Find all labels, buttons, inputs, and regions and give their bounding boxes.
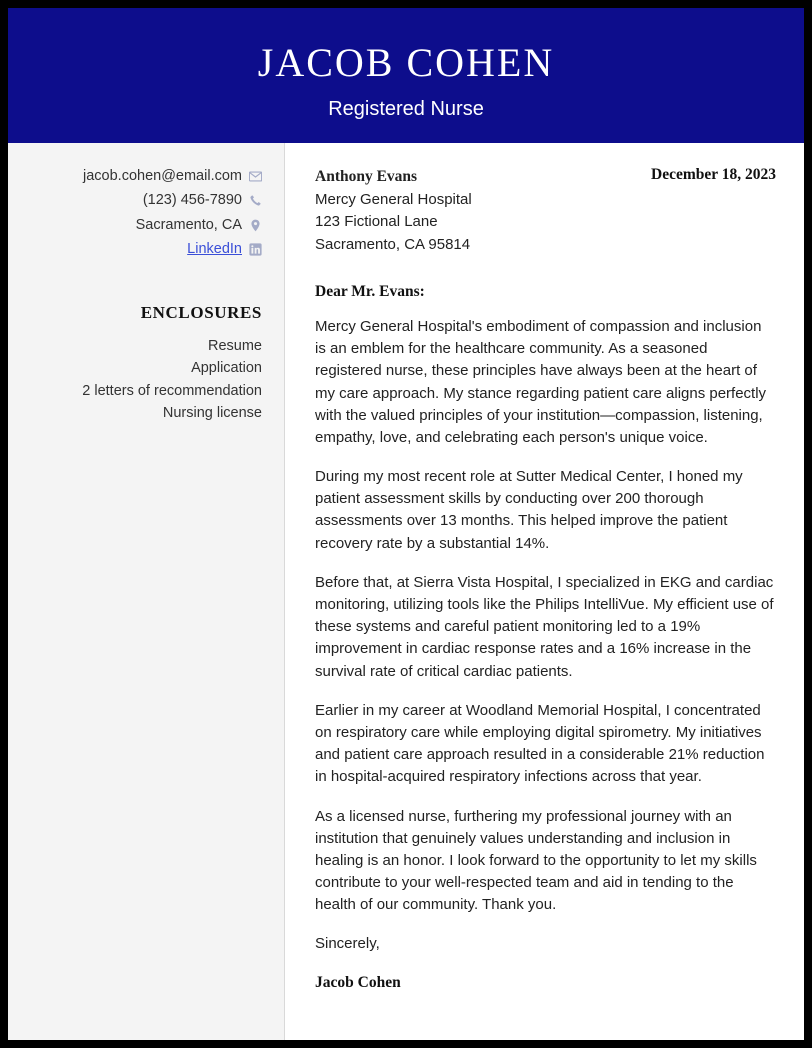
recipient-street: 123 Fictional Lane [315, 213, 438, 231]
letter-closing: Sincerely, [315, 935, 380, 953]
salutation: Dear Mr. Evans: [315, 282, 425, 300]
enclosure-item: Resume [208, 337, 262, 354]
contact-location [22, 214, 262, 236]
enclosure-item: 2 letters of recommendation [82, 382, 262, 399]
document-page [8, 8, 804, 1040]
contact-location-text: Sacramento, CA [135, 216, 242, 233]
contact-phone-text: (123) 456-7890 [142, 192, 242, 209]
location-pin-icon [249, 219, 262, 232]
contact-linkedin-link[interactable]: LinkedIn [187, 241, 242, 258]
recipient-name: Anthony Evans [315, 168, 418, 185]
sidebar [8, 143, 285, 1040]
phone-icon [249, 194, 262, 207]
enclosure-item: Application [191, 360, 262, 377]
contact-email[interactable] [22, 165, 262, 187]
enclosures-heading: ENCLOSURES [140, 302, 262, 322]
contact-email-text: jacob.cohen@email.com [83, 168, 242, 184]
enclosure-item: Nursing license [162, 405, 262, 422]
contact-phone[interactable] [22, 189, 262, 211]
letter-paragraph: During my most recent role at Sutter Medical Center, I honed my patient assessment skills by conducting over 200 thorough assessments over 13 months. This helped improve the patient recovery rate by a substantial 14%. [315, 468, 743, 552]
letter-paragraph: As a licensed nurse, furthering my professional journey with an institution that genuinely values understanding and inclusion in healing is an honor. I look forward to the opportunity to let my skills contribute to your well-respected team and aid in tending to the health of our community. Thank you. [315, 807, 757, 914]
document-header [8, 8, 804, 143]
letter-paragraph: Mercy General Hospital's embodiment of compassion and inclusion is an emblem for the healthcare community. As a seasoned registered nurse, these principles have always been at the heart of my care approach. My stance regarding patient care aligns perfectly with the valued principles of your institution—compassion, listening, empathy, love, and celebrating each person's unique voice. [315, 317, 767, 446]
linkedin-icon [249, 243, 262, 256]
envelope-icon [249, 170, 262, 183]
recipient-organization: Mercy General Hospital [315, 190, 472, 208]
letter-date: December 18, 2023 [651, 166, 776, 183]
applicant-name: JACOB COHEN [257, 40, 555, 85]
letter-paragraph: Before that, at Sierra Vista Hospital, I specialized in EKG and cardiac monitoring, utilizing tools like the Philips IntelliVue. My efficient use of these systems and careful patient monitoring led to a 19% improvement in cardiac response rates and a 16% increase in the survival rate of critical cardiac patients. [315, 573, 774, 680]
letter-body [285, 143, 804, 1040]
applicant-job-title: Registered Nurse [328, 98, 484, 120]
recipient-address [315, 165, 472, 257]
letter-paragraph: Earlier in my career at Woodland Memorial Hospital, I concentrated on respiratory care while employing digital spirometry. My initiatives and patient care approach resulted in a considerable 21% reduction in hospital-acquired respiratory infections across that year. [315, 701, 765, 786]
document-body [8, 143, 804, 1040]
recipient-block [315, 165, 776, 257]
contact-linkedin[interactable] [22, 238, 262, 260]
letter-signature: Jacob Cohen [315, 973, 401, 991]
recipient-city-state-zip: Sacramento, CA 95814 [315, 236, 471, 254]
